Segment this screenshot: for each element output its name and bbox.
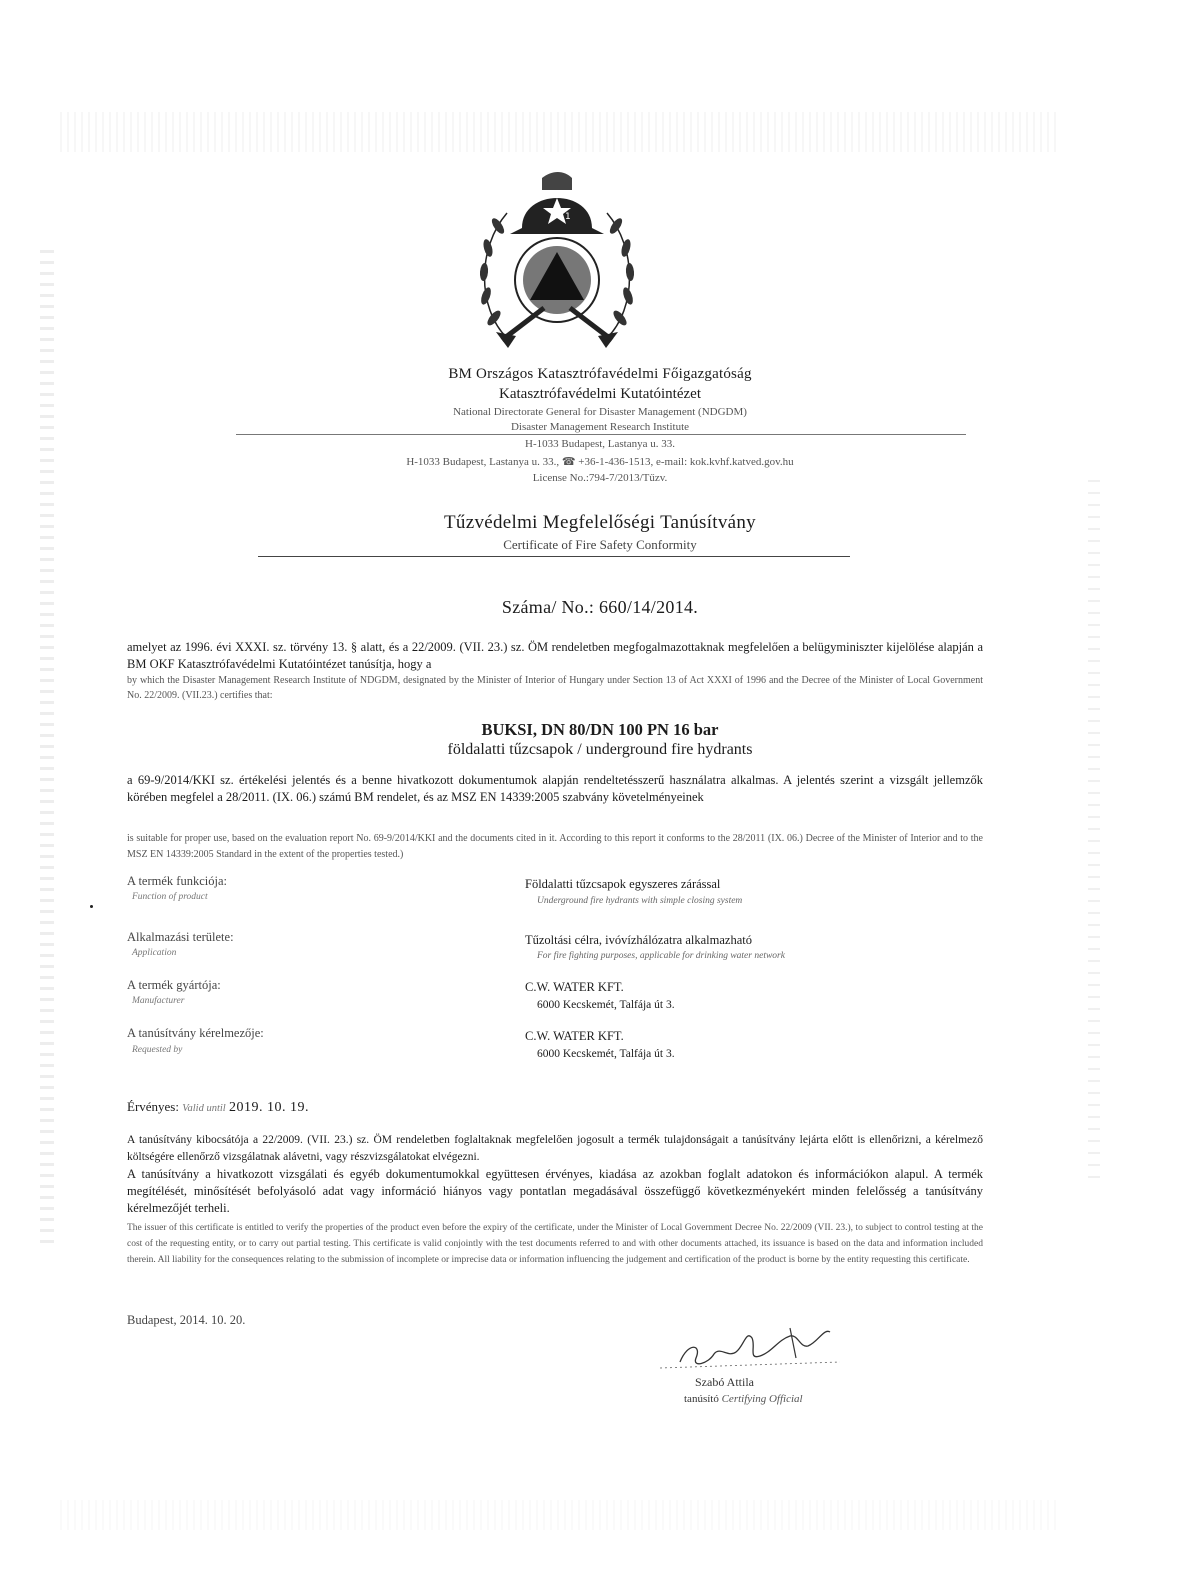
- org-address-1: H-1033 Budapest, Lastanya u. 33.: [525, 438, 675, 450]
- scan-edge-right: [1088, 480, 1100, 1180]
- scan-noise-top: [60, 112, 1060, 152]
- conditions-text-hu-1: A tanúsítvány kibocsátója a 22/2009. (VII. 23.) sz. ÖM rendeletben foglaltaknak megfelelően jogosult a termék tulajdonságait a tanúsítvány lejárta előtt is ellenőrizni, a kérelmező költségére ellenőrző vizsgálatnak alávetni, vagy részvizsgálatokat elvégezni.: [127, 1134, 983, 1163]
- emblem-mark-label: 1: [565, 212, 571, 222]
- conditions-text-hu-2: A tanúsítvány a hivatkozott vizsgálati és egyéb dokumentumokkal együttesen érvényes, kiadása az azokban foglalt adatokon és információkon alapul. A termék megítélését, minősítését befolyásoló adat vagy információ hiányos vagy pontatlan megadásával összefüggő következményekért minden felelősség a tanúsítvány kérelmezőjét terheli.: [127, 1167, 983, 1215]
- signer-name: Szabó Attila: [695, 1375, 754, 1389]
- field-value-application-en: For fire fighting purposes, applicable for drinking water network: [537, 951, 785, 961]
- suitability-text-hu: a 69-9/2014/KKI sz. értékelési jelentés és a benne hivatkozott dokumentumok alapján rendeltetésszerű használatra alkalmas. A jelentés szerint a vizsgált jellemzők körében megfelel a 28/2011. (IX. 06.) számú BM rendelet, és az MSZ EN 14339:2005 szabvány követelményeinek: [127, 773, 983, 804]
- field-value-function-en: Underground fire hydrants with simple closing system: [537, 896, 743, 906]
- signer-title-en: Certifying Official: [721, 1393, 803, 1405]
- product-name: BUKSI, DN 80/DN 100 PN 16 bar: [481, 720, 719, 739]
- conditions-text-en: The issuer of this certificate is entitled to verify the properties of the product even before the expiry of the certificate, under the Minister of Local Government Decree No. 22/2009 (VII. 23.), to subject to control testing at the cost of the requesting entity, or to carry out partial testing. This certificate is valid conjointly with the test documents referred to and with other documents attached, its issuance is based on the data and information included therein. All liability for the consequences relating to the submission of incomplete or imprecise data or information influencing the judgement and certification of the product is borne by the entity requesting this certificate.: [127, 1223, 983, 1265]
- field-label-manufacturer-en: Manufacturer: [132, 996, 185, 1006]
- validity-date: 2019. 10. 19.: [228, 1100, 309, 1115]
- field-label-requester: A tanúsítvány kérelmezője:: [127, 1026, 264, 1040]
- org-name-en-1: National Directorate General for Disaster Management (NDGDM): [453, 406, 747, 418]
- field-value-requester-address: 6000 Kecskemét, Talfája út 3.: [537, 1048, 675, 1060]
- disaster-management-emblem-icon: [472, 168, 642, 358]
- validity-label-en: Valid until: [182, 1103, 226, 1114]
- field-label-function: A termék funkciója:: [127, 874, 227, 888]
- org-name-en-2: Disaster Management Research Institute: [510, 421, 690, 433]
- scan-noise-bottom: [60, 1500, 1060, 1530]
- field-label-manufacturer: A termék gyártója:: [127, 978, 221, 992]
- field-label-application: Alkalmazási területe:: [127, 930, 234, 944]
- certificate-title-en: Certificate of Fire Safety Conformity: [503, 537, 697, 552]
- signer-title-hu: tanúsító: [684, 1393, 719, 1405]
- field-value-function: Földalatti tűzcsapok egyszeres zárással: [525, 877, 721, 891]
- field-value-manufacturer: C.W. WATER KFT.: [525, 980, 624, 994]
- org-address-2: H-1033 Budapest, Lastanya u. 33., ☎ +36-1-436-1513, e-mail: kok.kvhf.katved.gov.hu: [406, 456, 794, 468]
- header-divider: [236, 434, 966, 435]
- certificate-number: Száma/ No.: 660/14/2014.: [501, 597, 699, 617]
- scan-speck: [90, 905, 93, 908]
- field-label-application-en: Application: [132, 948, 177, 958]
- product-type: földalatti tűzcsapok / underground fire hydrants: [447, 741, 753, 758]
- handwritten-signature: [640, 1318, 870, 1378]
- org-name-hu-1: BM Országos Katasztrófavédelmi Főigazgatóság: [448, 366, 752, 382]
- field-label-requester-en: Requested by: [132, 1045, 183, 1055]
- license-number: License No.:794-7/2013/Tűzv.: [532, 472, 668, 484]
- suitability-text-en: is suitable for proper use, based on the evaluation report No. 69-9/2014/KKI and the documents cited in it. According to this report it conforms to the 28/2011 (IX. 06.) Decree of the Minister of Interior and to the MSZ EN 14339:2005 Standard in the extent of the properties tested.): [127, 833, 983, 860]
- field-value-requester: C.W. WATER KFT.: [525, 1029, 624, 1043]
- place-and-date: Budapest, 2014. 10. 20.: [127, 1313, 246, 1327]
- title-divider: [258, 556, 850, 557]
- validity-label-hu: Érvényes:: [127, 1099, 179, 1114]
- certificate-title-hu: Tűzvédelmi Megfelelőségi Tanúsítvány: [444, 512, 756, 533]
- validity: [127, 1099, 309, 1116]
- intro-text-hu: amelyet az 1996. évi XXXI. sz. törvény 13. § alatt, és a 22/2009. (VII. 23.) sz. ÖM rendeletben megfogalmazottaknak megfelelően a belügyminiszter kijelölése alapján a BM OKF Katasztrófavédelmi Kutatóintézet tanúsítja, hogy a: [127, 640, 983, 671]
- signer-title: [684, 1393, 803, 1405]
- org-name-hu-2: Katasztrófavédelmi Kutatóintézet: [499, 386, 701, 402]
- field-label-function-en: Function of product: [132, 892, 208, 902]
- field-value-application: Tűzoltási célra, ivóvízhálózatra alkalmazható: [525, 933, 752, 947]
- intro-text-en: by which the Disaster Management Research Institute of NDGDM, designated by the Minister of Interior of Hungary under Section 13 of Act XXXI of 1996 and the Decree of the Minister of Local Government No. 22/2009. (VII.23.) certifies that:: [127, 675, 983, 701]
- field-value-manufacturer-address: 6000 Kecskemét, Talfája út 3.: [537, 999, 675, 1011]
